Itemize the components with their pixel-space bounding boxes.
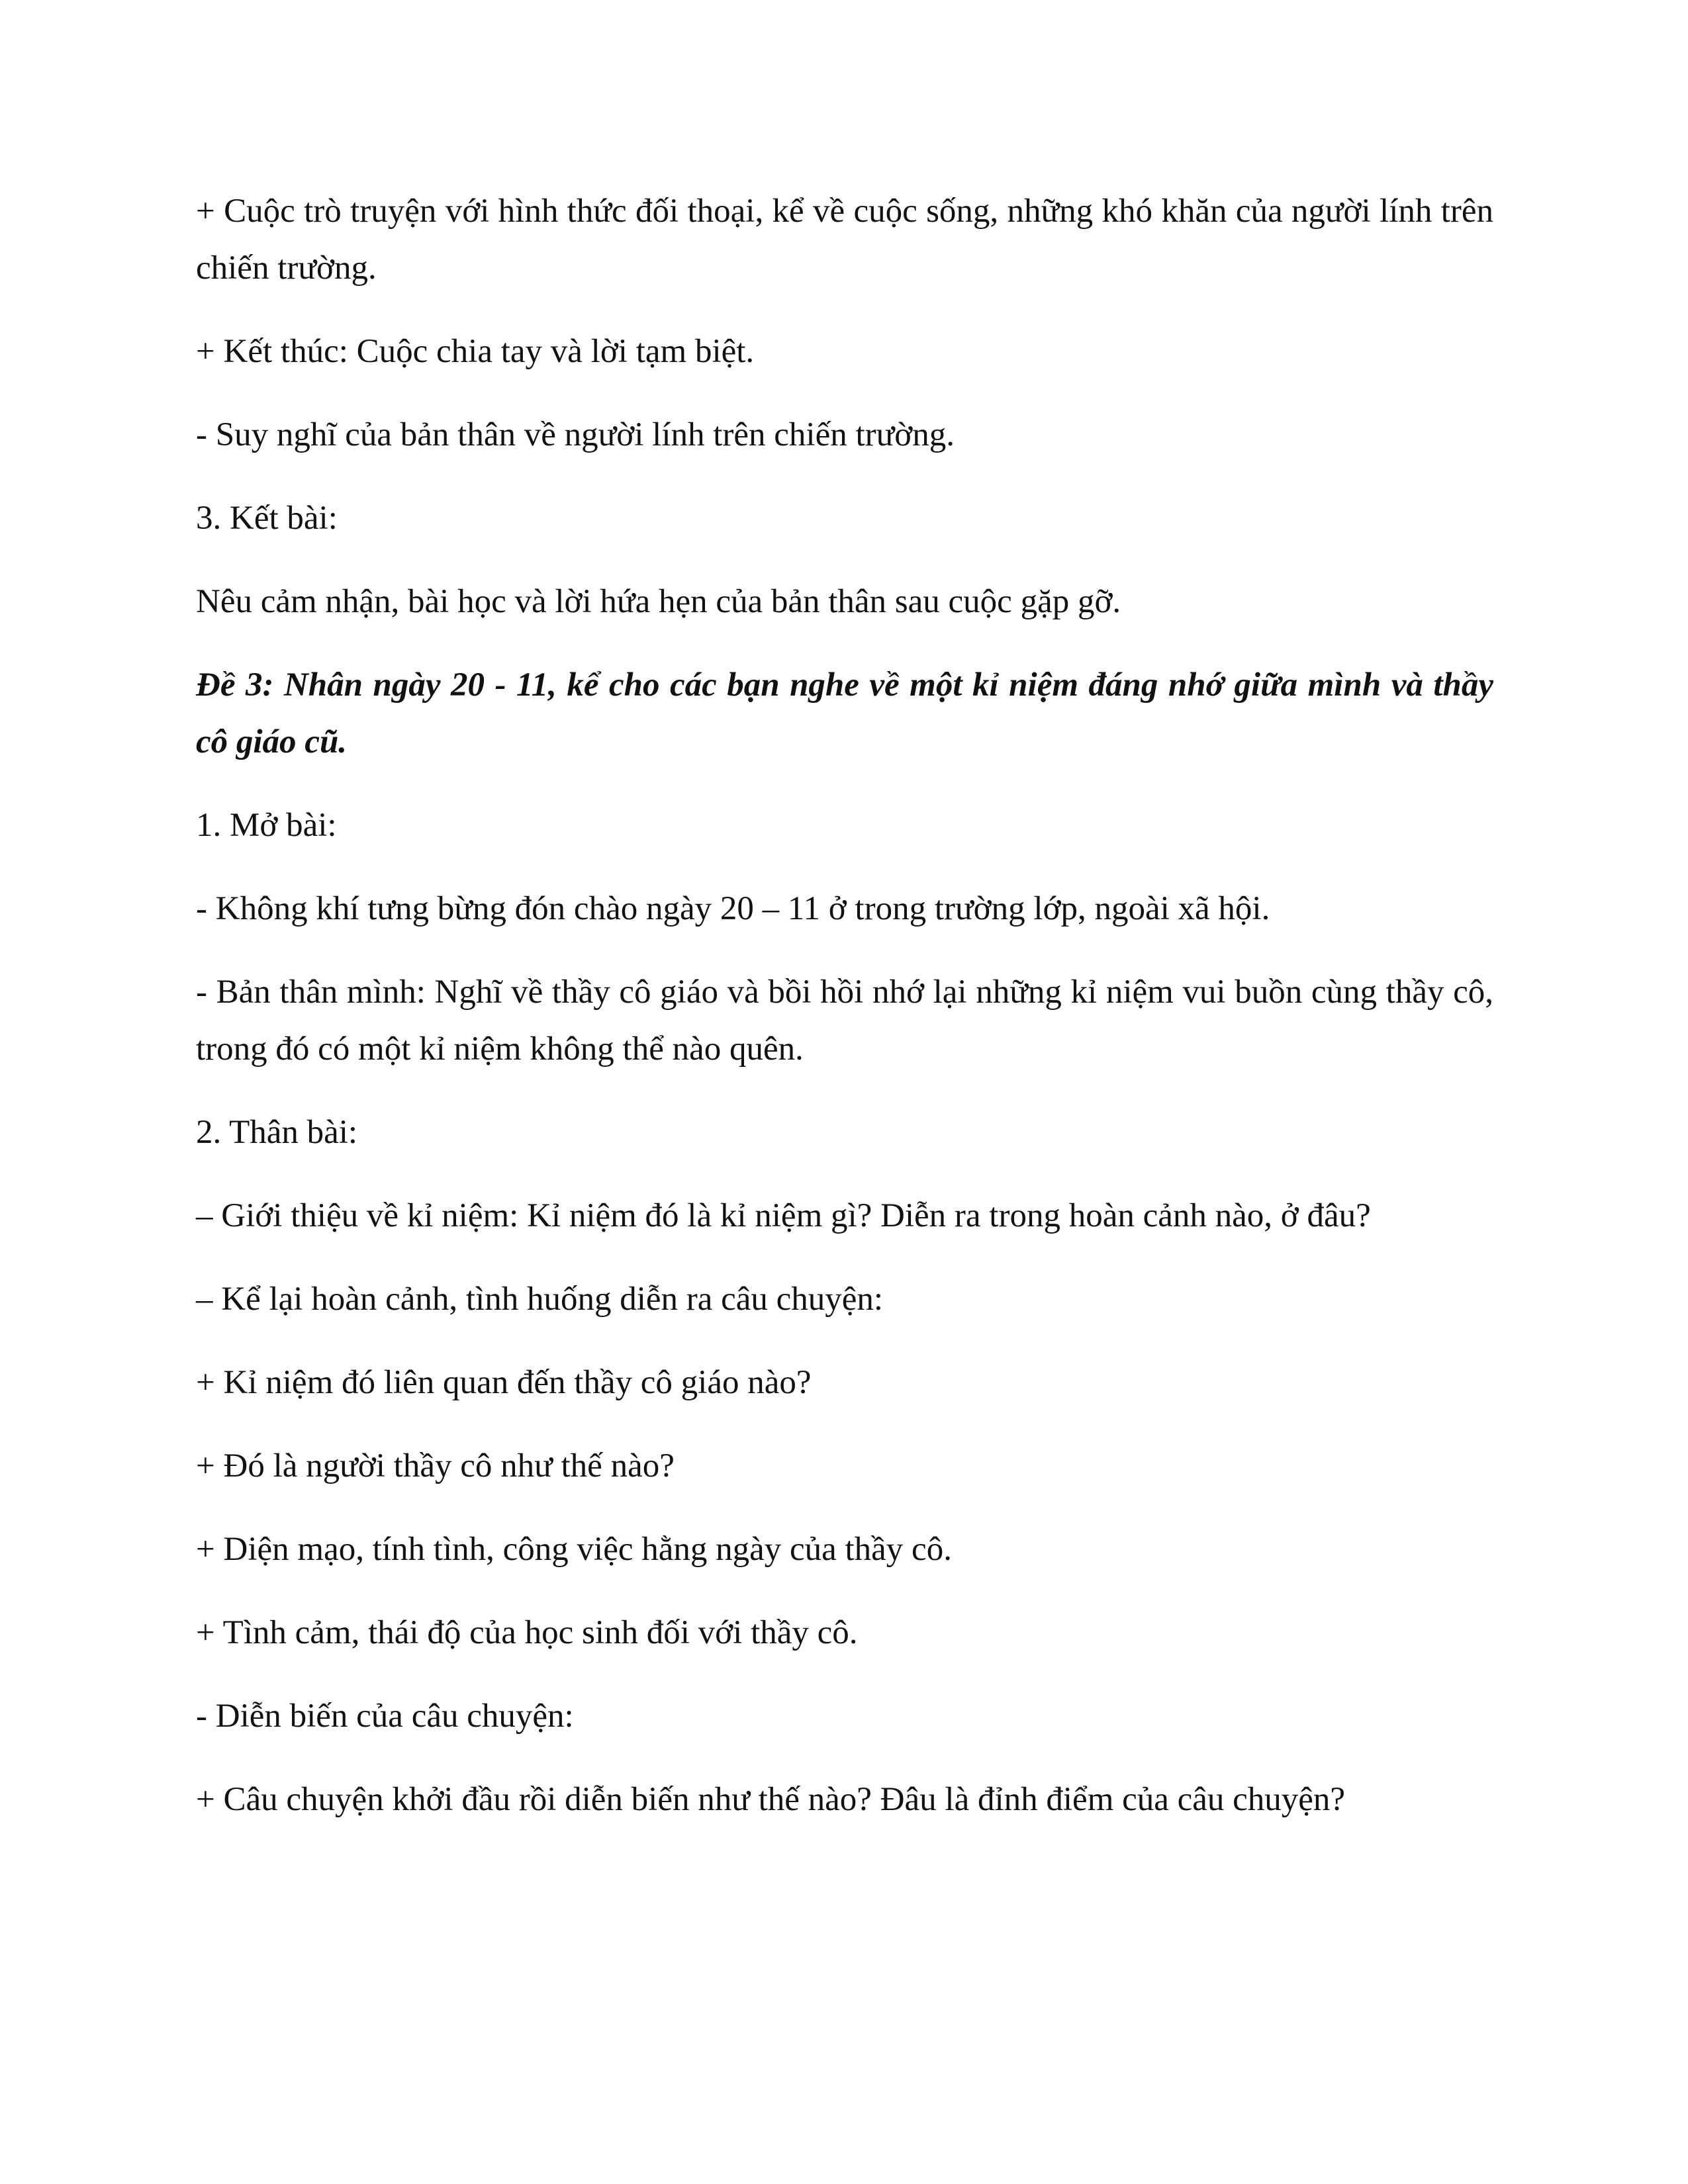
paragraph: - Bản thân mình: Nghĩ về thầy cô giáo và bồi hồi nhớ lại những kỉ niệm vui buồn cùng thầy cô, trong đó có một kỉ niệm không thể nào quên.	[196, 974, 1493, 1068]
paragraph: + Cuộc trò truyện với hình thức đối thoại, kể về cuộc sống, những khó khăn của người lính trên chiến trường.	[196, 193, 1493, 287]
paragraph: - Suy nghĩ của bản thân về người lính trên chiến trường.	[196, 416, 955, 453]
paragraph: - Diễn biến của câu chuyện:	[196, 1698, 574, 1735]
paragraph: – Giới thiệu về kỉ niệm: Kỉ niệm đó là kỉ niệm gì? Diễn ra trong hoàn cảnh nào, ở đâu?	[196, 1197, 1371, 1234]
section-heading-mo-bai: 1. Mở bài:	[196, 807, 337, 844]
paragraph: Nêu cảm nhận, bài học và lời hứa hẹn của bản thân sau cuộc gặp gỡ.	[196, 583, 1121, 620]
paragraph: + Đó là người thầy cô như thế nào?	[196, 1447, 675, 1484]
paragraph: – Kể lại hoàn cảnh, tình huống diễn ra câu chuyện:	[196, 1281, 884, 1318]
section-heading-ket-bai: 3. Kết bài:	[196, 500, 338, 537]
document-body	[196, 183, 1493, 1854]
essay-prompt-heading: Đề 3: Nhân ngày 20 - 11, kể cho các bạn nghe về một kỉ niệm đáng nhớ giữa mình và thầy cô giáo cũ.	[196, 666, 1493, 760]
paragraph: + Tình cảm, thái độ của học sinh đối với thầy cô.	[196, 1614, 858, 1651]
paragraph: + Diện mạo, tính tình, công việc hằng ngày của thầy cô.	[196, 1531, 952, 1568]
paragraph: + Kỉ niệm đó liên quan đến thầy cô giáo nào?	[196, 1364, 812, 1401]
paragraph: + Câu chuyện khởi đầu rồi diễn biến như thế nào? Đâu là đỉnh điểm của câu chuyện?	[196, 1781, 1346, 1818]
section-heading-than-bai: 2. Thân bài:	[196, 1114, 358, 1151]
paragraph: + Kết thúc: Cuộc chia tay và lời tạm biệt.	[196, 333, 755, 370]
paragraph: - Không khí tưng bừng đón chào ngày 20 – 11 ở trong trường lớp, ngoài xã hội.	[196, 890, 1270, 927]
